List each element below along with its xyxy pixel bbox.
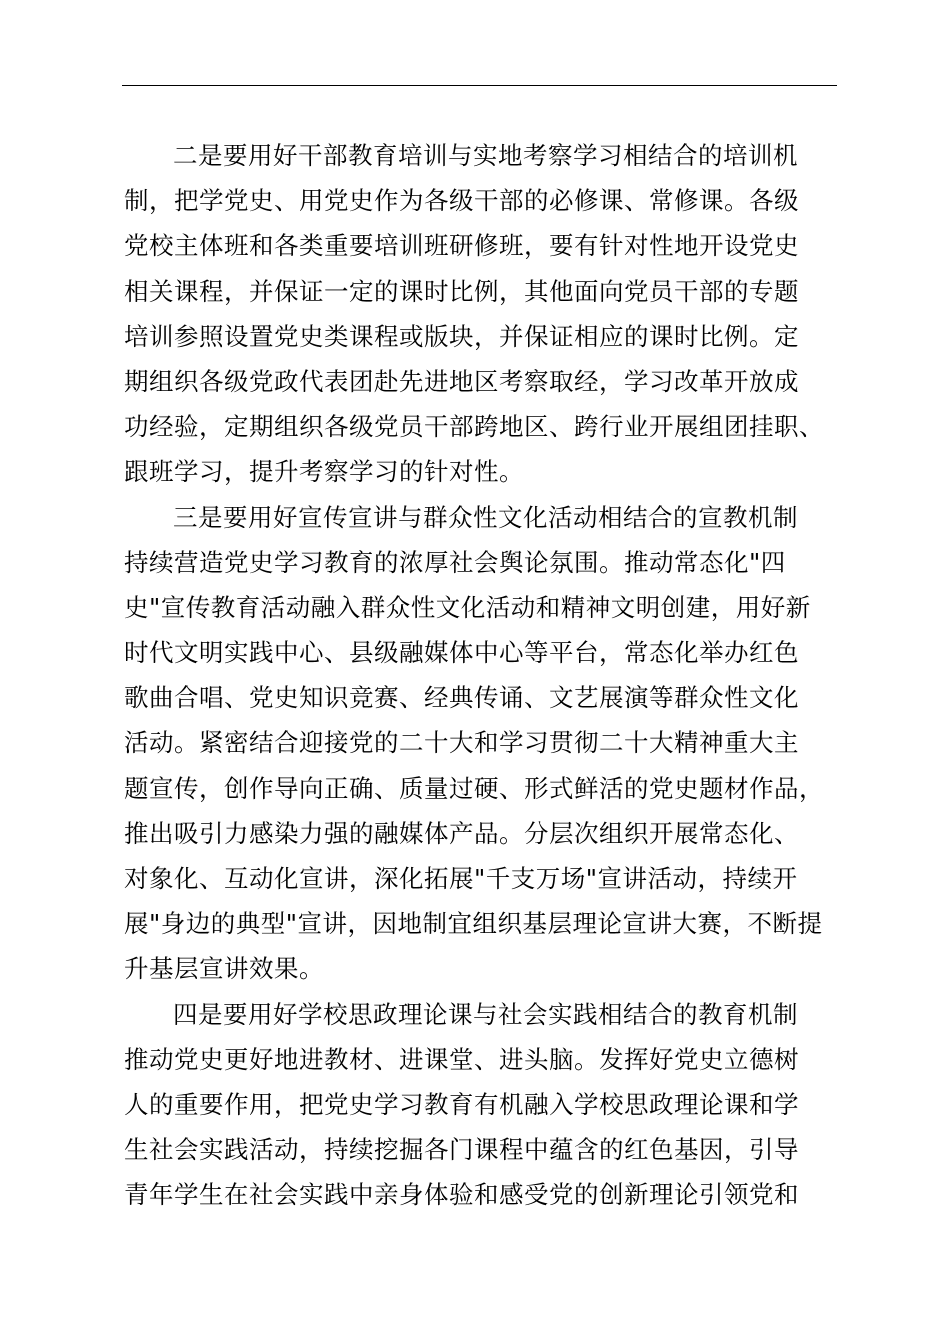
text-line: 升基层宣讲效果。: [124, 954, 324, 984]
text-line: 党校主体班和各类重要培训班研修班，要有针对性地开设党史: [124, 231, 799, 261]
text-line: 期组织各级党政代表团赴先进地区考察取经，学习改革开放成: [124, 366, 799, 396]
text-line: 相关课程，并保证一定的课时比例，其他面向党员干部的专题: [124, 276, 799, 306]
text-line: 活动。紧密结合迎接党的二十大和学习贯彻二十大精神重大主: [124, 728, 799, 758]
text-line: 生社会实践活动，持续挖掘各门课程中蕴含的红色基因，引导: [124, 1135, 799, 1165]
text-line: 展"身边的典型"宣讲，因地制宜组织基层理论宣讲大赛，不断提: [124, 909, 823, 939]
paragraph-education-mechanism: [124, 992, 839, 1218]
text-line: 培训参照设置党史类课程或版块，并保证相应的课时比例。定: [124, 321, 799, 351]
paragraph-publicity-mechanism: [124, 495, 839, 992]
document-body: [124, 133, 839, 1218]
text-line: 推出吸引力感染力强的融媒体产品。分层次组织开展常态化、: [124, 818, 799, 848]
text-line: 三是要用好宣传宣讲与群众性文化活动相结合的宣教机制: [173, 502, 798, 532]
header-rule: [122, 85, 837, 86]
text-line: 人的重要作用，把党史学习教育有机融入学校思政理论课和学: [124, 1089, 799, 1119]
text-line: 二是要用好干部教育培训与实地考察学习相结合的培训机: [173, 141, 798, 170]
text-line: 持续营造党史学习教育的浓厚社会舆论氛围。推动常态化"四: [124, 547, 786, 577]
text-line: 功经验，定期组织各级党员干部跨地区、跨行业开展组团挂职、: [124, 412, 824, 442]
text-line: 制，把学党史、用党史作为各级干部的必修课、常修课。各级: [124, 186, 799, 216]
text-line: 对象化、互动化宣讲，深化拓展"千支万场"宣讲活动，持续开: [124, 864, 798, 893]
text-line: 史"宣传教育活动融入群众性文化活动和精神文明创建，用好新: [124, 592, 811, 622]
text-line: 时代文明实践中心、县级融媒体中心等平台，常态化举办红色: [124, 638, 799, 668]
paragraph-training-mechanism: [124, 133, 839, 495]
text-line: 青年学生在社会实践中亲身体验和感受党的创新理论引领党和: [124, 1180, 799, 1210]
text-line: 跟班学习，提升考察学习的针对性。: [124, 457, 524, 487]
text-line: 推动党史更好地进教材、进课堂、进头脑。发挥好党史立德树: [124, 1044, 799, 1074]
text-line: 歌曲合唱、党史知识竞赛、经典传诵、文艺展演等群众性文化: [124, 683, 799, 713]
text-line: 四是要用好学校思政理论课与社会实践相结合的教育机制: [173, 999, 798, 1029]
text-line: 题宣传，创作导向正确、质量过硬、形式鲜活的党史题材作品，: [124, 773, 824, 803]
